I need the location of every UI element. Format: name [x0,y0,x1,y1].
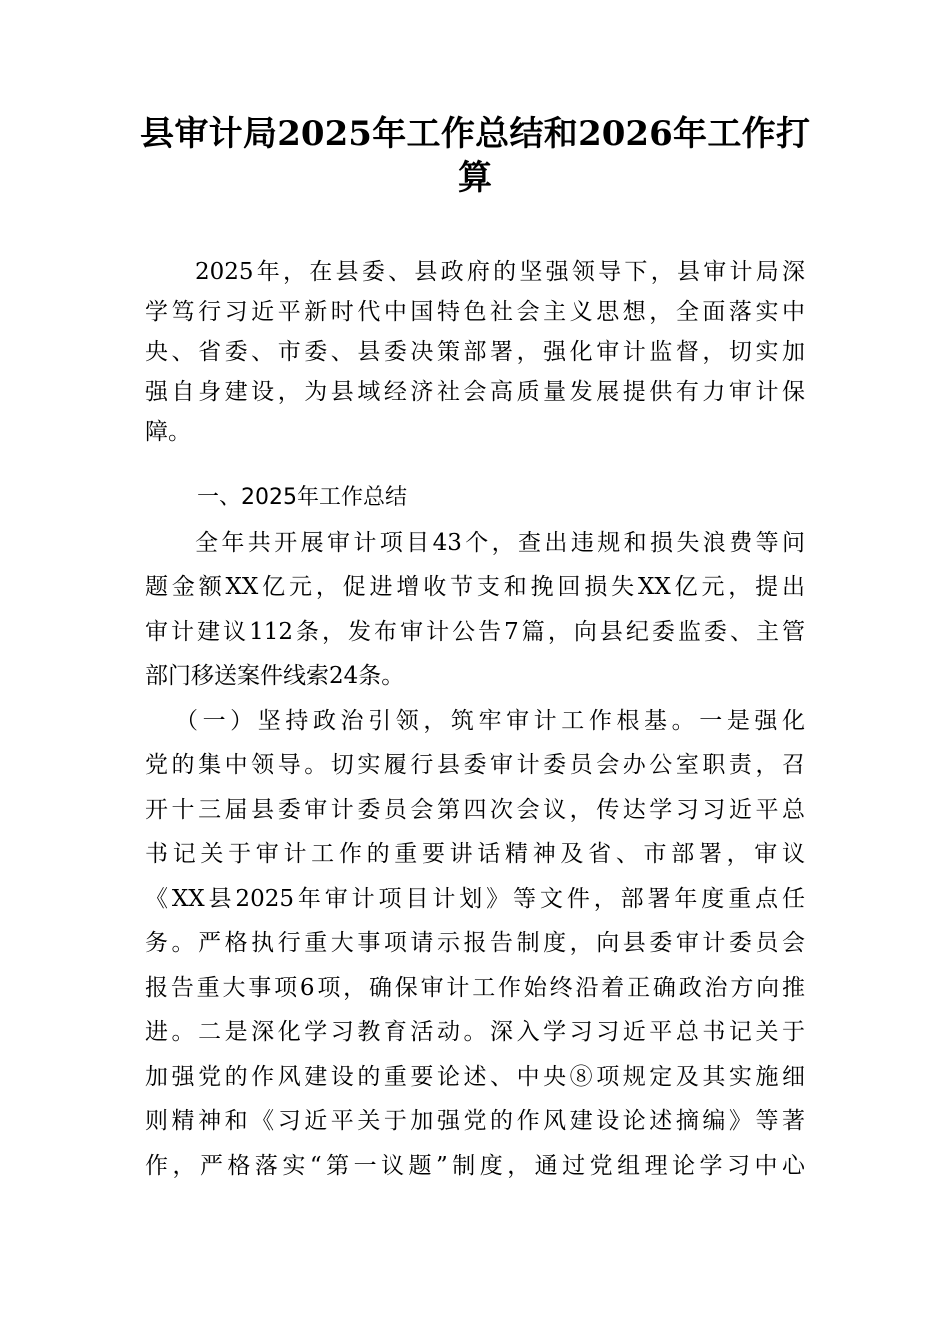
text-line: 则精神和《习近平关于加强党的作风建设论述摘编》等著 [145,1108,805,1134]
title-line-1: 县审计局2025年工作总结和2026年工作打 [140,114,810,154]
text-line: 书记关于审计工作的重要讲话精神及省、市部署，审议 [145,841,805,867]
text-line: 作，严格落实“第一议题”制度，通过党组理论学习中心 [145,1152,805,1179]
text-line: （一）坚持政治引领，筑牢审计工作根基。一是强化 [175,707,805,734]
text-line: 全年共开展审计项目43个，查出违规和损失浪费等问 [195,529,805,556]
text-line: 央、省委、市委、县委决策部署，强化审计监督，切实加 [145,339,805,365]
text-line: 强自身建设，为县域经济社会高质量发展提供有力审计保 [145,379,805,405]
title-line-2: 算 [458,158,492,198]
text-line: 《XX县2025年审计项目计划》等文件，部署年度重点任 [145,885,805,912]
text-line: 审计建议112条，发布审计公告7篇，向县纪委监委、主管 [145,618,805,645]
text-line: 党的集中领导。切实履行县委审计委员会办公室职责，召 [145,752,805,778]
text-line: 开十三届县委审计委员会第四次会议，传达学习习近平总 [145,796,805,823]
text-line: 加强党的作风建设的重要论述、中央⑧项规定及其实施细 [145,1063,805,1090]
text-line: 进。二是深化学习教育活动。深入学习习近平总书记关于 [145,1019,805,1045]
section-heading: 一、2025年工作总结 [197,485,407,510]
text-line: 题金额XX亿元，促进增收节支和挽回损失XX亿元，提出 [145,574,805,600]
text-line: 障。 [145,419,191,445]
text-line: 学笃行习近平新时代中国特色社会主义思想，全面落实中 [145,299,805,325]
text-line: 报告重大事项6项，确保审计工作始终沿着正确政治方向推 [145,974,805,1001]
document-title [140,112,810,200]
intro-paragraph [145,252,805,452]
text-line: 部门移送案件线索24条。 [145,663,405,689]
section-1 [145,476,805,1188]
text-line: 2025年，在县委、县政府的坚强领导下，县审计局深 [195,259,805,285]
text-line: 务。严格执行重大事项请示报告制度，向县委审计委员会 [145,930,805,956]
